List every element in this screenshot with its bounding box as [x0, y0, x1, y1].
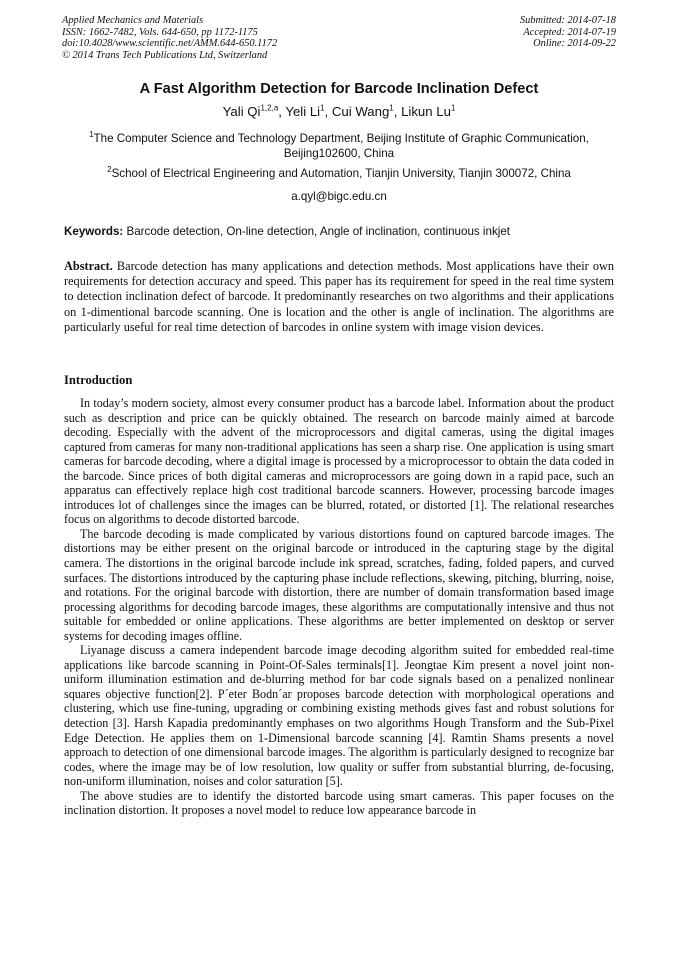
author — [332, 104, 401, 119]
author-separator: , — [324, 104, 332, 119]
affiliation-1 — [64, 131, 614, 161]
abstract-paragraph — [64, 259, 614, 335]
author-separator: , — [393, 104, 402, 119]
section-heading-introduction: Introduction — [64, 373, 133, 387]
online-date: Online: 2014-09-22 — [533, 38, 616, 49]
journal-header-right — [520, 15, 616, 50]
author-affiliation-mark: 1 — [320, 103, 325, 113]
author-name: Yeli Li — [285, 104, 321, 119]
introduction-body — [64, 396, 614, 818]
affiliation-text: The Computer Science and Technology Department, Beijing Institute of Graphic Communication, Beijing102600, China — [93, 132, 589, 160]
issn-line: ISSN: 1662-7482, Vols. 644-650, pp 1172-1175 — [62, 26, 258, 38]
journal-header-left — [62, 15, 277, 61]
abstract-text: Barcode detection has many applications and detection methods. Most applications have their own requirements for detection accuracy and speed. This paper has its requirement for speed in the real time system to detection inclination defect of barcode. It predominantly researches on two algorithms and their applications on 1-dimentional barcode scanning. One is location and the other is angle of inclination. The algorithms are particularly useful for real time detection of barcodes in online system with image vision devices. — [64, 259, 614, 334]
keywords-text: Barcode detection, On-line detection, Angle of inclination, continuous inkjet — [123, 225, 510, 238]
journal-name: Applied Mechanics and Materials — [62, 15, 204, 26]
author — [285, 104, 332, 119]
affiliation-mark: 2 — [107, 165, 112, 175]
affiliation-text: School of Electrical Engineering and Automation, Tianjin University, Tianjin 300072, China — [111, 167, 571, 180]
author-name: Cui Wang — [331, 104, 390, 119]
body-paragraph: In today’s modern society, almost every consumer product has a barcode label. Information about the product such as description and price can be quickly obtained. The research on barcode mainly aimed at barcode decoding. Especially with the advent of the microprocessors and digital cameras, using the digital images captured from cameras for many non-traditional applications has seen a sharp rise. One application is using smart cameras for barcode decoding, where a digital image is processed by a microprocessor to obtain the data coded in the barcode. Since prices of both digital cameras and microprocessors are going down in a rapid pace, such an apparatus can effectively replace high cost traditional barcode scanners. However, processing barcode images introduces lot of challenges since the images can be blurred, rotated, or distorted [1]. The relational researches focus on algorithms to decode distorted barcode. — [64, 396, 614, 527]
accepted-date: Accepted: 2014-07-19 — [523, 26, 616, 38]
keywords-line — [64, 225, 614, 238]
author-separator: , — [278, 104, 286, 119]
body-paragraph: The above studies are to identify the distorted barcode using smart cameras. This paper focuses on the inclination distortion. It proposes a novel model to reduce low appearance barcode in — [64, 788, 614, 818]
author-affiliation-mark: 1,2,a — [260, 103, 279, 113]
author-list — [0, 104, 678, 119]
copyright-line: © 2014 Trans Tech Publications Ltd, Switzerland — [62, 49, 268, 61]
body-paragraph: The barcode decoding is made complicated by various distortions found on captured barcode images. The distortions may be either present on the original barcode or introduced in the capturing stage by the digital camera. The distortions in the original barcode include ink spread, scratches, fading, folded papers, and curved surfaces. The distortions introduced by the capturing phase include reflections, skewing, pitching, blurring, noise, and rotations. For the original barcode with distortion, there are number of domain transformation based image processing algorithms for decoding barcode images, these algorithms are computationally intensive and thus not suitable for embedded or online applications. These algorithms are better implemented on desktop or server systems for decoding images offline. — [64, 526, 614, 643]
author — [401, 104, 455, 119]
body-paragraph: Liyanage discuss a camera independent barcode image decoding algorithm suited for embedded real-time applications like barcode scanning in Point-Of-Sales terminals[1]. Jeongtae Kim present a novel joint non-uniform illumination estimation and de-blurring method for bar code signals based on a penalized nonlinear squares objective function[2]. P´eter Bodn´ar proposes barcode detection with morphological operations and clustering, which use fine-tuning, upgrading or combining existing methods gives fast and robust solutions for detection [3]. Harsh Kapadia predominantly emphases on two algorithms Hough Transform and the Sub-Pixel Edge Detection. He applies them on 1-Dimensional barcode scanning [4]. Ramtin Shams presents a novel approach to detection of one dimensional barcode images. The algorithm is particularly designed to recognize bar codes, where the image may be of low resolution, low quality or suffer from substantial blurring, de-focusing, non-uniform illumination, noises and color saturation [5]. — [64, 643, 614, 789]
author-email: a.qyl@bigc.edu.cn — [291, 190, 387, 203]
author — [223, 104, 286, 119]
affiliation-mark: 1 — [89, 130, 94, 140]
author-name: Likun Lu — [401, 104, 451, 119]
affiliation-2 — [64, 166, 614, 181]
author-affiliation-mark: 1 — [389, 103, 394, 113]
doi-line: doi:10.4028/www.scientific.net/AMM.644-650.1172 — [62, 38, 278, 49]
paper-title: A Fast Algorithm Detection for Barcode Inclination Defect — [139, 81, 539, 97]
keywords-label: Keywords: — [64, 225, 124, 238]
author-affiliation-mark: 1 — [450, 103, 456, 113]
submitted-date: Submitted: 2014-07-18 — [519, 15, 616, 26]
author-name: Yali Qi — [222, 104, 261, 119]
abstract-label: Abstract. — [64, 259, 113, 273]
